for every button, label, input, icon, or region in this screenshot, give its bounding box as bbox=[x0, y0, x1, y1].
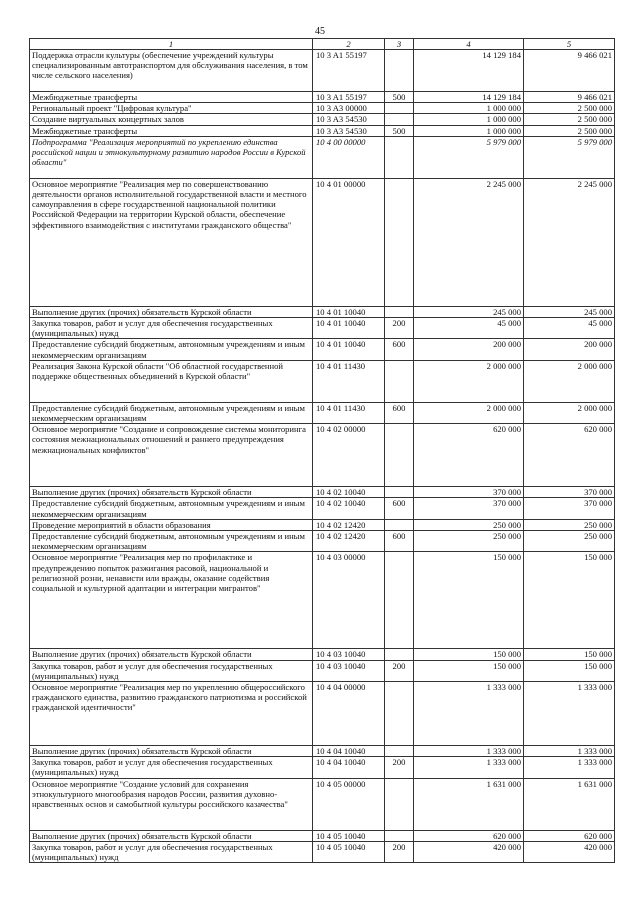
table-row bbox=[30, 402, 615, 423]
row-amount-2: 9 466 021 bbox=[524, 50, 615, 92]
row-code: 10 4 02 10040 bbox=[313, 487, 385, 498]
row-amount-1: 1 000 000 bbox=[414, 125, 524, 136]
row-type bbox=[385, 519, 414, 530]
table-row bbox=[30, 424, 615, 487]
table-row bbox=[30, 519, 615, 530]
row-type bbox=[385, 360, 414, 402]
table-row bbox=[30, 757, 615, 778]
row-description: Закупка товаров, работ и услуг для обеспечения государственных (муниципальных) нужд bbox=[30, 757, 313, 778]
row-code: 10 3 A3 00000 bbox=[313, 103, 385, 114]
row-code: 10 4 04 00000 bbox=[313, 682, 385, 746]
row-amount-2: 2 000 000 bbox=[524, 402, 615, 423]
row-amount-2: 9 466 021 bbox=[524, 92, 615, 103]
row-type: 200 bbox=[385, 757, 414, 778]
row-code: 10 4 01 10040 bbox=[313, 339, 385, 360]
table-row bbox=[30, 125, 615, 136]
row-amount-2: 2 500 000 bbox=[524, 125, 615, 136]
row-type: 200 bbox=[385, 318, 414, 339]
table-row bbox=[30, 318, 615, 339]
row-amount-2: 620 000 bbox=[524, 830, 615, 841]
row-type: 200 bbox=[385, 841, 414, 862]
row-amount-1: 370 000 bbox=[414, 498, 524, 519]
table-body bbox=[30, 50, 615, 863]
row-code: 10 4 01 10040 bbox=[313, 318, 385, 339]
row-code: 10 4 02 10040 bbox=[313, 498, 385, 519]
row-type bbox=[385, 50, 414, 92]
row-type: 600 bbox=[385, 339, 414, 360]
row-description: Выполнение других (прочих) обязательств Курской области bbox=[30, 746, 313, 757]
row-amount-1: 420 000 bbox=[414, 841, 524, 862]
row-amount-1: 1 000 000 bbox=[414, 103, 524, 114]
row-type: 600 bbox=[385, 402, 414, 423]
table-row bbox=[30, 306, 615, 317]
row-type bbox=[385, 487, 414, 498]
table-row bbox=[30, 136, 615, 178]
row-type: 500 bbox=[385, 92, 414, 103]
table-row bbox=[30, 50, 615, 92]
row-amount-1: 5 979 000 bbox=[414, 136, 524, 178]
row-amount-1: 1 333 000 bbox=[414, 757, 524, 778]
row-description: Основное мероприятие "Создание и сопровождение системы мониторинга состояния межнациональных отношений и раннего предупреждения межнациональных конфликтов" bbox=[30, 424, 313, 487]
row-code: 10 3 A3 54530 bbox=[313, 114, 385, 125]
row-code: 10 4 01 10040 bbox=[313, 306, 385, 317]
row-amount-2: 1 333 000 bbox=[524, 746, 615, 757]
row-description: Основное мероприятие "Реализация мер по укреплению общероссийского гражданского единства, развитию гражданского патриотизма и российской гражданской идентичности" bbox=[30, 682, 313, 746]
row-type bbox=[385, 136, 414, 178]
row-description: Выполнение других (прочих) обязательств Курской области bbox=[30, 649, 313, 660]
row-type bbox=[385, 306, 414, 317]
row-amount-2: 370 000 bbox=[524, 498, 615, 519]
row-description: Основное мероприятие "Реализация мер по профилактике и предупреждению попыток разжигания расовой, национальной и религиозной розни, ненависти или вражды, оказание содействия социальной и культурной адаптации и интеграции мигрантов" bbox=[30, 552, 313, 649]
row-description: Предоставление субсидий бюджетным, автономным учреждениям и иным некоммерческим организациям bbox=[30, 531, 313, 552]
row-code: 10 4 01 11430 bbox=[313, 402, 385, 423]
row-amount-2: 1 333 000 bbox=[524, 682, 615, 746]
row-amount-1: 1 333 000 bbox=[414, 682, 524, 746]
row-amount-1: 620 000 bbox=[414, 424, 524, 487]
row-amount-2: 420 000 bbox=[524, 841, 615, 862]
row-amount-1: 2 000 000 bbox=[414, 402, 524, 423]
table-row bbox=[30, 360, 615, 402]
row-description: Основное мероприятие "Создание условий для сохранения этнокультурного многообразия народов России, развития духовно-нравственных основ и самобытной культуры российского казачества" bbox=[30, 778, 313, 830]
row-amount-1: 14 129 184 bbox=[414, 92, 524, 103]
table-row bbox=[30, 531, 615, 552]
row-description: Предоставление субсидий бюджетным, автономным учреждениям и иным некоммерческим организациям bbox=[30, 498, 313, 519]
row-description: Подпрограмма "Реализация мероприятий по укреплению единства российской нации и этнокультурному развитию народов России в Курской области" bbox=[30, 136, 313, 178]
table-row bbox=[30, 552, 615, 649]
row-amount-2: 2 500 000 bbox=[524, 114, 615, 125]
row-amount-2: 5 979 000 bbox=[524, 136, 615, 178]
row-description: Выполнение других (прочих) обязательств Курской области bbox=[30, 306, 313, 317]
row-description: Предоставление субсидий бюджетным, автономным учреждениям и иным некоммерческим организациям bbox=[30, 339, 313, 360]
table-row bbox=[30, 339, 615, 360]
row-code: 10 4 05 10040 bbox=[313, 830, 385, 841]
row-type bbox=[385, 746, 414, 757]
row-code: 10 4 03 00000 bbox=[313, 552, 385, 649]
row-code: 10 4 04 10040 bbox=[313, 746, 385, 757]
table-row bbox=[30, 178, 615, 306]
row-code: 10 4 04 10040 bbox=[313, 757, 385, 778]
row-description: Закупка товаров, работ и услуг для обеспечения государственных (муниципальных) нужд bbox=[30, 660, 313, 681]
row-type: 200 bbox=[385, 660, 414, 681]
row-amount-1: 150 000 bbox=[414, 649, 524, 660]
row-amount-1: 250 000 bbox=[414, 531, 524, 552]
column-header: 2 bbox=[313, 39, 385, 50]
row-code: 10 4 02 00000 bbox=[313, 424, 385, 487]
row-description: Выполнение других (прочих) обязательств Курской области bbox=[30, 487, 313, 498]
table-row bbox=[30, 746, 615, 757]
row-amount-2: 1 333 000 bbox=[524, 757, 615, 778]
column-header: 3 bbox=[385, 39, 414, 50]
row-amount-1: 14 129 184 bbox=[414, 50, 524, 92]
row-amount-2: 2 245 000 bbox=[524, 178, 615, 306]
table-row bbox=[30, 649, 615, 660]
row-amount-2: 2 000 000 bbox=[524, 360, 615, 402]
row-type bbox=[385, 649, 414, 660]
row-type: 600 bbox=[385, 498, 414, 519]
row-type bbox=[385, 830, 414, 841]
table-row bbox=[30, 660, 615, 681]
row-amount-2: 45 000 bbox=[524, 318, 615, 339]
row-type: 600 bbox=[385, 531, 414, 552]
row-amount-2: 620 000 bbox=[524, 424, 615, 487]
column-header: 5 bbox=[524, 39, 615, 50]
row-amount-1: 370 000 bbox=[414, 487, 524, 498]
row-description: Предоставление субсидий бюджетным, автономным учреждениям и иным некоммерческим организациям bbox=[30, 402, 313, 423]
row-amount-1: 150 000 bbox=[414, 660, 524, 681]
row-description: Основное мероприятие "Реализация мер по совершенствованию деятельности органов исполнительной государственной власти и местного самоуправления в сфере государственной национальной политики Российской Федерации на территории Курской области, обеспечение эффективного взаимодействия с институтами гражданского общества" bbox=[30, 178, 313, 306]
table-row bbox=[30, 841, 615, 862]
table-row bbox=[30, 830, 615, 841]
row-code: 10 3 A1 55197 bbox=[313, 92, 385, 103]
row-amount-2: 250 000 bbox=[524, 519, 615, 530]
row-code: 10 4 02 12420 bbox=[313, 519, 385, 530]
row-type bbox=[385, 778, 414, 830]
table-row bbox=[30, 92, 615, 103]
row-code: 10 3 A3 54530 bbox=[313, 125, 385, 136]
row-code: 10 4 01 11430 bbox=[313, 360, 385, 402]
row-amount-1: 245 000 bbox=[414, 306, 524, 317]
row-amount-2: 1 631 000 bbox=[524, 778, 615, 830]
row-description: Закупка товаров, работ и услуг для обеспечения государственных (муниципальных) нужд bbox=[30, 318, 313, 339]
row-amount-1: 200 000 bbox=[414, 339, 524, 360]
row-amount-1: 150 000 bbox=[414, 552, 524, 649]
row-amount-2: 200 000 bbox=[524, 339, 615, 360]
table-header-row bbox=[30, 39, 615, 50]
row-description: Реализация Закона Курской области "Об областной государственной поддержке общественных объединений в Курской области" bbox=[30, 360, 313, 402]
row-amount-1: 1 631 000 bbox=[414, 778, 524, 830]
row-amount-2: 2 500 000 bbox=[524, 103, 615, 114]
row-amount-1: 620 000 bbox=[414, 830, 524, 841]
row-amount-1: 1 000 000 bbox=[414, 114, 524, 125]
row-code: 10 4 05 10040 bbox=[313, 841, 385, 862]
row-code: 10 3 A1 55197 bbox=[313, 50, 385, 92]
budget-table bbox=[29, 38, 615, 863]
table-row bbox=[30, 682, 615, 746]
row-amount-1: 45 000 bbox=[414, 318, 524, 339]
row-description: Проведение мероприятий в области образования bbox=[30, 519, 313, 530]
row-amount-2: 150 000 bbox=[524, 649, 615, 660]
row-code: 10 4 00 00000 bbox=[313, 136, 385, 178]
page-number: 45 bbox=[315, 26, 325, 37]
row-amount-2: 250 000 bbox=[524, 531, 615, 552]
row-description: Межбюджетные трансферты bbox=[30, 92, 313, 103]
row-code: 10 4 03 10040 bbox=[313, 660, 385, 681]
row-amount-2: 150 000 bbox=[524, 660, 615, 681]
row-description: Закупка товаров, работ и услуг для обеспечения государственных (муниципальных) нужд bbox=[30, 841, 313, 862]
row-description: Региональный проект "Цифровая культура" bbox=[30, 103, 313, 114]
table-row bbox=[30, 778, 615, 830]
row-amount-1: 250 000 bbox=[414, 519, 524, 530]
row-type bbox=[385, 682, 414, 746]
table-row bbox=[30, 487, 615, 498]
row-type bbox=[385, 178, 414, 306]
row-amount-2: 370 000 bbox=[524, 487, 615, 498]
row-type bbox=[385, 114, 414, 125]
table-row bbox=[30, 103, 615, 114]
table-row bbox=[30, 498, 615, 519]
row-description: Поддержка отрасли культуры (обеспечение учреждений культуры специализированным автотранспортом для обслуживания населения, в том числе сельского населения) bbox=[30, 50, 313, 92]
row-description: Межбюджетные трансферты bbox=[30, 125, 313, 136]
row-amount-1: 2 000 000 bbox=[414, 360, 524, 402]
row-amount-1: 2 245 000 bbox=[414, 178, 524, 306]
row-amount-2: 245 000 bbox=[524, 306, 615, 317]
column-header: 4 bbox=[414, 39, 524, 50]
row-type: 500 bbox=[385, 125, 414, 136]
row-code: 10 4 03 10040 bbox=[313, 649, 385, 660]
row-type bbox=[385, 424, 414, 487]
row-code: 10 4 01 00000 bbox=[313, 178, 385, 306]
row-amount-1: 1 333 000 bbox=[414, 746, 524, 757]
row-type bbox=[385, 103, 414, 114]
row-type bbox=[385, 552, 414, 649]
column-header: 1 bbox=[30, 39, 313, 50]
row-code: 10 4 05 00000 bbox=[313, 778, 385, 830]
row-amount-2: 150 000 bbox=[524, 552, 615, 649]
row-code: 10 4 02 12420 bbox=[313, 531, 385, 552]
row-description: Выполнение других (прочих) обязательств Курской области bbox=[30, 830, 313, 841]
table-row bbox=[30, 114, 615, 125]
row-description: Создание виртуальных концертных залов bbox=[30, 114, 313, 125]
